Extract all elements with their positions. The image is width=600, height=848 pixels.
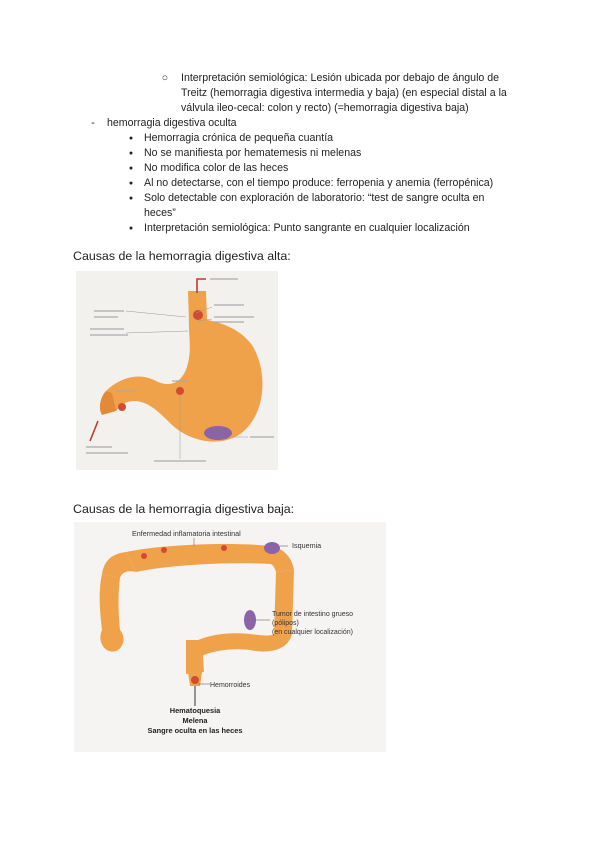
sub-item-line-2: Treitz (hemorragia digestiva intermedia y baja) (en especial distal a la <box>181 87 507 99</box>
label-inflamatoria: Enfermedad inflamatoria intestinal <box>132 529 241 538</box>
bullet-marker: ● <box>128 225 134 232</box>
bullet-marker: ● <box>128 150 134 157</box>
label-tumor-2: (pólipos) <box>272 620 299 627</box>
bullet-item-1: Hemorragia crónica de pequeña cuantía <box>144 132 334 144</box>
label-tumor-1: Tumor de intestino grueso <box>272 611 354 618</box>
dash-marker: - <box>91 117 95 129</box>
bullet-item-4: Al no detectarse, con el tiempo produce: ferropenia y anemia (ferropénica) <box>144 177 494 189</box>
section-heading-alta: Causas de la hemorragia digestiva alta: <box>73 249 291 263</box>
bullet-item-5-line-1: Solo detectable con exploración de laboratorio: “test de sangre oculta en <box>144 192 485 204</box>
bullet-marker: ● <box>128 135 134 142</box>
bullet-item-2: No se manifiesta por hematemesis ni melenas <box>144 147 362 159</box>
sub-item-line-3: válvula ileo-cecal: colon y recto) (=hemorragia digestiva baja) <box>181 102 469 114</box>
colon-figure <box>74 522 386 752</box>
bullet-item-3: No modifica color de las heces <box>144 162 289 174</box>
outcome-1: Hematoquesia <box>169 706 221 715</box>
section-heading-baja: Causas de la hemorragia digestiva baja: <box>73 502 295 516</box>
bullet-marker: ● <box>128 195 134 202</box>
bullet-item-6: Interpretación semiológica: Punto sangrante en cualquier localización <box>144 222 470 234</box>
outcome-3: Sangre oculta en las heces <box>147 726 243 735</box>
circle-bullet-marker: ○ <box>161 72 169 84</box>
bullet-item-5-line-2: heces” <box>144 207 176 219</box>
outcome-2: Melena <box>182 716 208 725</box>
bullet-marker: ● <box>128 165 134 172</box>
label-isquemia: Isquemia <box>292 541 322 550</box>
bullet-marker: ● <box>128 180 134 187</box>
stomach-figure <box>76 271 278 470</box>
label-tumor-3: (en cualquier localización) <box>272 629 353 636</box>
sub-item-line-1: Interpretación semiológica: Lesión ubicada por debajo de ángulo de <box>181 72 500 84</box>
dash-item-label: hemorragia digestiva oculta <box>107 117 237 129</box>
label-hemorroides: Hemorroides <box>210 682 251 689</box>
